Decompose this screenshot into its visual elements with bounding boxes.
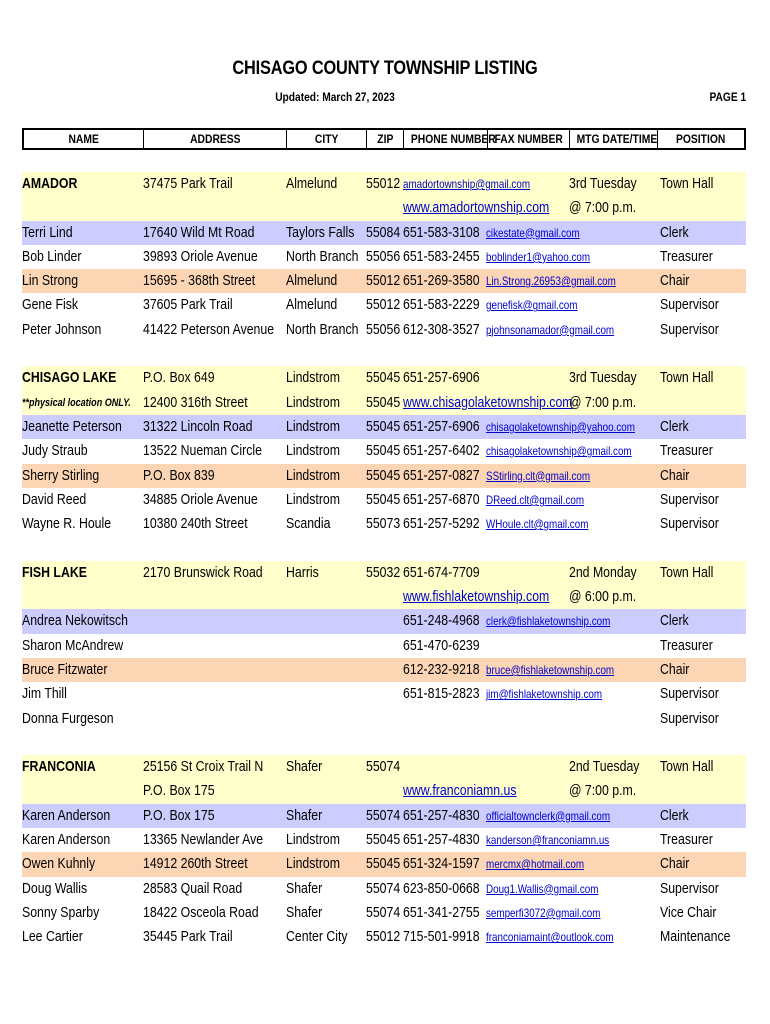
zip-cell: 55012 bbox=[366, 272, 401, 290]
phone-cell: 651-257-4830 bbox=[403, 806, 480, 824]
table-row bbox=[22, 512, 746, 536]
phone-cell: 651-257-5292 bbox=[403, 515, 480, 533]
position-cell: Maintenance bbox=[660, 928, 731, 946]
section-gap bbox=[22, 342, 746, 366]
address-cell: 35445 Park Trail bbox=[143, 928, 233, 946]
position-cell: Supervisor bbox=[660, 709, 719, 727]
website-link[interactable]: www.franconiamn.us bbox=[403, 782, 517, 800]
email-link[interactable]: Lin.Strong.26953@gmail.com bbox=[486, 274, 616, 289]
phone-cell: 651-583-2229 bbox=[403, 296, 480, 314]
address-cell: 13365 Newlander Ave bbox=[143, 831, 264, 849]
position-cell: Chair bbox=[660, 855, 690, 873]
name-cell: Karen Anderson bbox=[22, 831, 111, 849]
table-row bbox=[22, 585, 746, 609]
city-cell: North Branch bbox=[286, 320, 359, 338]
name-cell: **physical location ONLY. bbox=[22, 396, 131, 409]
zip-cell: 55045 bbox=[366, 490, 401, 508]
website-link[interactable]: www.fishlaketownship.com bbox=[403, 588, 550, 606]
table-row bbox=[22, 877, 746, 901]
position-cell: Supervisor bbox=[660, 685, 719, 703]
phone-cell: 612-232-9218 bbox=[403, 660, 480, 678]
table-row bbox=[22, 269, 746, 293]
name-cell: Bruce Fitzwater bbox=[22, 660, 108, 678]
table-header bbox=[22, 128, 746, 150]
name-cell: Sonny Sparby bbox=[22, 903, 100, 921]
meeting-cell: 3rd Tuesday bbox=[569, 369, 637, 387]
table-row bbox=[22, 561, 746, 585]
email-link[interactable]: kanderson@franconiamn.us bbox=[486, 833, 610, 848]
position-cell: Clerk bbox=[660, 417, 689, 435]
header-zip: ZIP bbox=[366, 130, 403, 148]
header-position: POSITION bbox=[657, 130, 744, 148]
section-gap bbox=[22, 731, 746, 755]
header-name: NAME bbox=[68, 132, 99, 146]
address-cell: 25156 St Croix Trail N bbox=[143, 758, 264, 776]
city-cell: Lindstrom bbox=[286, 490, 341, 508]
zip-cell: 55056 bbox=[366, 320, 401, 338]
email-link[interactable]: chisagolaketownship@gmail.com bbox=[486, 444, 632, 459]
position-cell: Chair bbox=[660, 272, 690, 290]
city-cell: Taylors Falls bbox=[286, 223, 355, 241]
city-cell: Scandia bbox=[286, 515, 331, 533]
city-cell: Lindstrom bbox=[286, 369, 341, 387]
email-link[interactable]: cikestate@gmail.com bbox=[486, 225, 580, 240]
position-cell: Treasurer bbox=[660, 831, 713, 849]
phone-cell: 651-269-3580 bbox=[403, 272, 480, 290]
address-cell: 37475 Park Trail bbox=[143, 175, 233, 192]
address-cell: 18422 Osceola Road bbox=[143, 903, 259, 921]
address-cell: 28583 Quail Road bbox=[143, 879, 243, 897]
table-row bbox=[22, 488, 746, 512]
page-number: PAGE 1 bbox=[709, 90, 746, 104]
name-cell: Donna Furgeson bbox=[22, 709, 114, 727]
name-cell: FISH LAKE bbox=[22, 563, 87, 581]
email-link[interactable]: SStirling.clt@gmail.com bbox=[486, 468, 591, 483]
city-cell: Lindstrom bbox=[286, 442, 341, 460]
address-cell: 13522 Nueman Circle bbox=[143, 442, 262, 460]
township-table bbox=[22, 172, 746, 950]
zip-cell: 55045 bbox=[366, 417, 401, 435]
email-link[interactable]: chisagolaketownship@yahoo.com bbox=[486, 419, 635, 434]
header-fax: FAX NUMBER bbox=[487, 130, 569, 148]
header-mtg: MTG DATE/TIME bbox=[569, 130, 657, 148]
email-link[interactable]: pjohnsonamador@gmail.com bbox=[486, 322, 615, 337]
phone-cell: 651-815-2823 bbox=[403, 685, 480, 703]
phone-cell: 651-324-1597 bbox=[403, 855, 480, 873]
table-row bbox=[22, 609, 746, 633]
address-cell: 31322 Lincoln Road bbox=[143, 417, 253, 435]
position-cell: Vice Chair bbox=[660, 903, 717, 921]
table-row bbox=[22, 707, 746, 731]
updated-date: Updated: March 27, 2023 bbox=[275, 90, 395, 104]
position-cell: Clerk bbox=[660, 223, 689, 241]
zip-cell: 55012 bbox=[366, 175, 401, 192]
meeting-cell: @ 6:00 p.m. bbox=[569, 588, 637, 606]
phone-cell: 651-583-2455 bbox=[403, 247, 480, 265]
table-row bbox=[22, 439, 746, 463]
table-row bbox=[22, 172, 746, 196]
zip-cell: 55084 bbox=[366, 223, 401, 241]
city-cell: Shafer bbox=[286, 879, 323, 897]
name-cell: Terri Lind bbox=[22, 223, 73, 241]
city-cell: Lindstrom bbox=[286, 831, 341, 849]
position-cell: Chair bbox=[660, 660, 690, 678]
position-cell: Clerk bbox=[660, 806, 689, 824]
city-cell: Lindstrom bbox=[286, 417, 341, 435]
name-cell: Doug Wallis bbox=[22, 879, 88, 897]
table-row bbox=[22, 464, 746, 488]
name-cell: Wayne R. Houle bbox=[22, 515, 112, 533]
zip-cell: 55045 bbox=[366, 369, 401, 387]
meeting-cell: @ 7:00 p.m. bbox=[569, 782, 637, 800]
zip-cell: 55012 bbox=[366, 296, 401, 314]
position-cell: Clerk bbox=[660, 612, 689, 630]
email-link[interactable]: amadortownship@gmail.com bbox=[403, 177, 531, 191]
name-cell: Gene Fisk bbox=[22, 296, 79, 314]
address-cell: P.O. Box 175 bbox=[143, 782, 215, 800]
email-link[interactable]: bruce@fishlaketownship.com bbox=[486, 662, 615, 677]
phone-cell: 651-470-6239 bbox=[403, 636, 480, 654]
position-cell: Town Hall bbox=[660, 758, 714, 776]
name-cell: Peter Johnson bbox=[22, 320, 102, 338]
city-cell: Almelund bbox=[286, 175, 338, 192]
zip-cell: 55045 bbox=[366, 442, 401, 460]
address-cell: 37605 Park Trail bbox=[143, 296, 233, 314]
table-row bbox=[22, 755, 746, 779]
zip-cell: 55045 bbox=[366, 831, 401, 849]
zip-cell: 55056 bbox=[366, 247, 401, 265]
address-cell: 34885 Oriole Avenue bbox=[143, 490, 258, 508]
section-gap bbox=[22, 536, 746, 560]
table-row bbox=[22, 634, 746, 658]
zip-cell: 55074 bbox=[366, 806, 401, 824]
address-cell: 14912 260th Street bbox=[143, 855, 248, 873]
city-cell: Harris bbox=[286, 563, 319, 581]
phone-cell: 651-257-6870 bbox=[403, 490, 480, 508]
name-cell: Karen Anderson bbox=[22, 806, 111, 824]
address-cell: P.O. Box 649 bbox=[143, 369, 215, 387]
meeting-cell: 3rd Tuesday bbox=[569, 175, 637, 192]
document-title: CHISAGO COUNTY TOWNSHIP LISTING bbox=[232, 58, 538, 79]
city-cell: Lindstrom bbox=[286, 466, 341, 484]
email-link[interactable]: franconiamaint@outlook.com bbox=[486, 930, 614, 945]
table-row bbox=[22, 293, 746, 317]
table-row bbox=[22, 658, 746, 682]
name-cell: Bob Linder bbox=[22, 247, 82, 265]
position-cell: Supervisor bbox=[660, 879, 719, 897]
name-cell: Sherry Stirling bbox=[22, 466, 100, 484]
zip-cell: 55074 bbox=[366, 758, 401, 776]
city-cell: Center City bbox=[286, 928, 348, 946]
zip-cell: 55074 bbox=[366, 879, 401, 897]
table-row bbox=[22, 318, 746, 342]
table-row bbox=[22, 245, 746, 269]
phone-cell: 623-850-0668 bbox=[403, 879, 480, 897]
email-link[interactable]: officialtownclerk@gmail.com bbox=[486, 808, 611, 823]
email-link[interactable]: semperfi3072@gmail.com bbox=[486, 905, 601, 920]
address-cell: 17640 Wild Mt Road bbox=[143, 223, 255, 241]
position-cell: Supervisor bbox=[660, 515, 719, 533]
address-cell: P.O. Box 839 bbox=[143, 466, 215, 484]
meeting-cell: @ 7:00 p.m. bbox=[569, 199, 637, 217]
name-cell: Andrea Nekowitsch bbox=[22, 612, 128, 630]
position-cell: Treasurer bbox=[660, 442, 713, 460]
address-cell: 39893 Oriole Avenue bbox=[143, 247, 258, 265]
email-link[interactable]: WHoule.clt@gmail.com bbox=[486, 517, 589, 532]
email-link[interactable]: genefisk@gmail.com bbox=[486, 298, 578, 313]
city-cell: Lindstrom bbox=[286, 393, 341, 411]
address-cell: 41422 Peterson Avenue bbox=[143, 320, 275, 338]
zip-cell: 55045 bbox=[366, 393, 401, 411]
table-row bbox=[22, 366, 746, 390]
table-row bbox=[22, 828, 746, 852]
table-row bbox=[22, 779, 746, 803]
zip-cell: 55045 bbox=[366, 855, 401, 873]
email-link[interactable]: DReed.clt@gmail.com bbox=[486, 492, 585, 507]
table-row bbox=[22, 196, 746, 220]
table-row bbox=[22, 415, 746, 439]
city-cell: Shafer bbox=[286, 806, 323, 824]
address-cell: 2170 Brunswick Road bbox=[143, 563, 263, 581]
phone-cell: 651-341-2755 bbox=[403, 903, 480, 921]
name-cell: Judy Straub bbox=[22, 442, 88, 460]
phone-cell: 651-257-0827 bbox=[403, 466, 480, 484]
address-cell: 12400 316th Street bbox=[143, 393, 248, 411]
position-cell: Town Hall bbox=[660, 369, 714, 387]
name-cell: Jim Thill bbox=[22, 685, 67, 703]
email-link[interactable]: clerk@fishlaketownship.com bbox=[486, 614, 611, 629]
city-cell: Almelund bbox=[286, 296, 338, 314]
zip-cell: 55012 bbox=[366, 928, 401, 946]
position-cell: Supervisor bbox=[660, 490, 719, 508]
meeting-cell: @ 7:00 p.m. bbox=[569, 393, 637, 411]
phone-cell: 715-501-9918 bbox=[403, 928, 480, 946]
zip-cell: 55073 bbox=[366, 515, 401, 533]
header-phone: PHONE NUMBER bbox=[403, 130, 487, 148]
table-row bbox=[22, 221, 746, 245]
email-link[interactable]: mercmx@hotmail.com bbox=[486, 857, 585, 872]
position-cell: Town Hall bbox=[660, 175, 714, 192]
address-cell: 10380 240th Street bbox=[143, 515, 248, 533]
email-link[interactable]: boblinder1@yahoo.com bbox=[486, 249, 591, 264]
zip-cell: 55045 bbox=[366, 466, 401, 484]
position-cell: Treasurer bbox=[660, 247, 713, 265]
city-cell: Lindstrom bbox=[286, 855, 341, 873]
name-cell: CHISAGO LAKE bbox=[22, 369, 117, 387]
position-cell: Treasurer bbox=[660, 636, 713, 654]
phone-cell: 651-257-4830 bbox=[403, 831, 480, 849]
name-cell: Sharon McAndrew bbox=[22, 636, 124, 654]
website-link[interactable]: www.chisagolaketownship.com bbox=[403, 393, 573, 411]
city-cell: Shafer bbox=[286, 903, 323, 921]
phone-cell: 651-257-6906 bbox=[403, 417, 480, 435]
table-row bbox=[22, 852, 746, 876]
phone-cell: 651-257-6402 bbox=[403, 442, 480, 460]
table-row bbox=[22, 901, 746, 925]
name-cell: AMADOR bbox=[22, 175, 78, 192]
position-cell: Town Hall bbox=[660, 563, 714, 581]
table-row bbox=[22, 804, 746, 828]
name-cell: FRANCONIA bbox=[22, 758, 96, 776]
position-cell: Chair bbox=[660, 466, 690, 484]
name-cell: Owen Kuhnly bbox=[22, 855, 96, 873]
website-link[interactable]: www.amadortownship.com bbox=[403, 199, 550, 217]
name-cell: David Reed bbox=[22, 490, 87, 508]
header-address: ADDRESS bbox=[143, 130, 286, 148]
email-link[interactable]: Doug1.Wallis@gmail.com bbox=[486, 881, 599, 896]
address-cell: 15695 - 368th Street bbox=[143, 272, 256, 290]
name-cell: Lin Strong bbox=[22, 272, 79, 290]
phone-cell: 651-248-4968 bbox=[403, 612, 480, 630]
phone-cell: 651-674-7709 bbox=[403, 563, 480, 581]
position-cell: Supervisor bbox=[660, 320, 719, 338]
table-row bbox=[22, 925, 746, 949]
zip-cell: 55074 bbox=[366, 903, 401, 921]
table-row bbox=[22, 682, 746, 706]
city-cell: Almelund bbox=[286, 272, 338, 290]
zip-cell: 55032 bbox=[366, 563, 401, 581]
meeting-cell: 2nd Tuesday bbox=[569, 758, 640, 776]
city-cell: Shafer bbox=[286, 758, 323, 776]
position-cell: Supervisor bbox=[660, 296, 719, 314]
header-city: CITY bbox=[286, 130, 366, 148]
city-cell: North Branch bbox=[286, 247, 359, 265]
meeting-cell: 2nd Monday bbox=[569, 563, 637, 581]
address-cell: P.O. Box 175 bbox=[143, 806, 215, 824]
name-cell: Jeanette Peterson bbox=[22, 417, 122, 435]
table-row bbox=[22, 391, 746, 415]
phone-cell: 651-257-6906 bbox=[403, 369, 480, 387]
phone-cell: 651-583-3108 bbox=[403, 223, 480, 241]
name-cell: Lee Cartier bbox=[22, 928, 83, 946]
email-link[interactable]: jim@fishlaketownship.com bbox=[486, 687, 603, 702]
phone-cell: 612-308-3527 bbox=[403, 320, 480, 338]
